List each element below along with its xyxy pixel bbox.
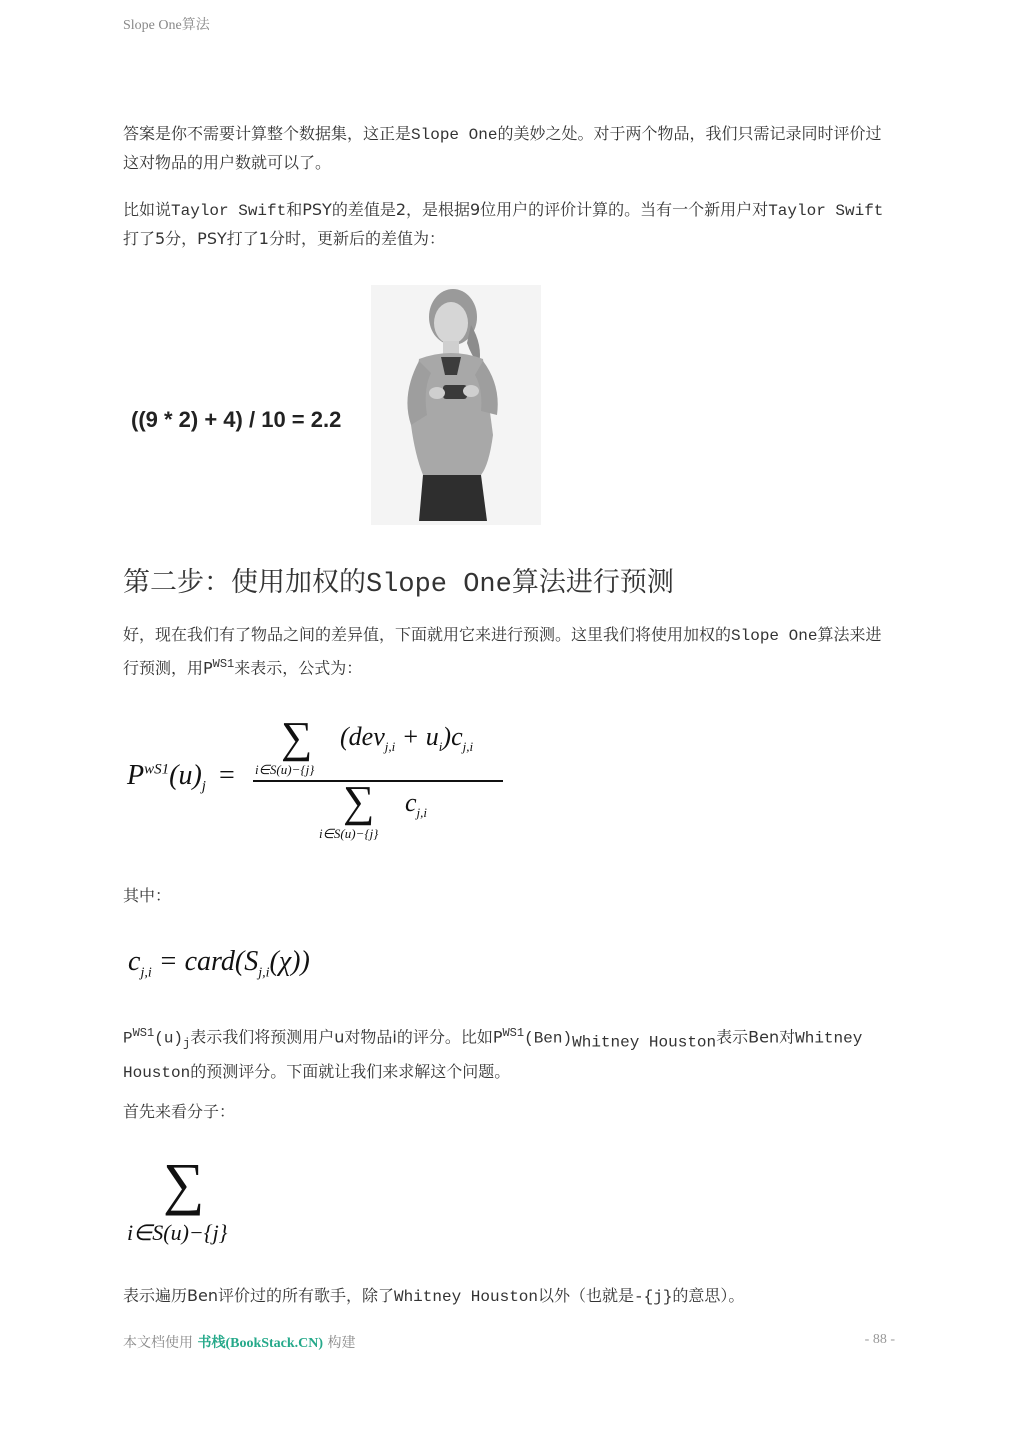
text: (u) (154, 1029, 184, 1048)
sigma-symbol: ∑ (163, 1151, 205, 1216)
subscript: j,i (384, 739, 396, 755)
text: P (123, 1029, 133, 1048)
superscript: wS1 (144, 761, 170, 778)
code-text: Whitney Houston (123, 1029, 863, 1082)
formula-sum-numerator (123, 1150, 263, 1260)
code-text: Slope One (366, 570, 512, 600)
text: 第二步：使用加权的 (123, 567, 366, 598)
sum-subscript: i∈S(u)−{j} (319, 826, 379, 841)
code-text: Whitney Houston (393, 1288, 538, 1306)
text: 的意思）。 (672, 1286, 745, 1305)
text: 的美妙之处。对于两个物品，我们只需记录同时评价过这对物品的用户数就可以了。 (123, 124, 882, 172)
code-text: -{j} (634, 1288, 673, 1306)
fraction-bar (253, 780, 503, 782)
text: 的预测评分。下面就让我们来求解这个问题。 (190, 1061, 511, 1081)
subscript: j (201, 778, 206, 795)
text: 打了5分，PSY打了1分时，更新后的差值为： (123, 229, 445, 248)
sigma-symbol: ∑ (343, 777, 375, 826)
text: )c (442, 722, 463, 751)
code-text: Taylor Swift (171, 202, 287, 220)
subscript: j (183, 1036, 191, 1051)
subscript: i (438, 739, 443, 755)
paragraph-4: 其中： (123, 886, 172, 905)
text: + u (395, 722, 439, 751)
text: c (405, 788, 417, 817)
text: 好，现在我们有了物品之间的差异值，下面就用它来进行预测。这里我们将使用加权的 (123, 625, 732, 644)
formula-lhs (127, 760, 235, 796)
text: (Ben) (524, 1029, 573, 1048)
text: (dev (340, 722, 385, 751)
bookstack-link[interactable]: 书栈(BookStack.CN) (197, 1336, 324, 1351)
subscript: j,i (140, 965, 152, 981)
subscript: j,i (462, 739, 474, 755)
superscript: WS1 (212, 657, 235, 671)
page-header-title: Slope One算法 (123, 18, 210, 33)
superscript: WS1 (132, 1026, 155, 1040)
text: (u) (169, 760, 202, 791)
sum-subscript: i∈S(u)−{j} (255, 762, 315, 777)
footer-credit (123, 1332, 356, 1352)
code-text: Slope One (411, 126, 498, 144)
denominator-body (405, 788, 427, 821)
text: 来表示，公式为： (234, 658, 363, 678)
paragraph-3 (123, 621, 893, 682)
text: 算法进行预测 (511, 567, 674, 598)
text: 构建 (323, 1335, 356, 1351)
page-number: - 88 - (864, 1332, 895, 1347)
paragraph-1 (123, 120, 893, 177)
sum-subscript: i∈S(u)−{j} (127, 1220, 228, 1245)
text: 表示我们将预测用户u对物品i的评分。比如P (190, 1027, 503, 1047)
text: (χ)) (269, 946, 310, 977)
subscript: j,i (416, 805, 428, 821)
woman-illustration (371, 285, 541, 525)
figure-equation-woman (123, 285, 543, 525)
text: c (128, 946, 141, 977)
code-text: Taylor Swift (768, 202, 884, 220)
sigma-symbol: ∑ (281, 713, 313, 762)
paragraph-7 (123, 1282, 893, 1311)
subscript: Whitney Houston (572, 1033, 717, 1052)
text: 和PSY的差值是2，是根据9位用户的评价计算的。当有一个新用户对 (286, 200, 769, 219)
text: = card(S (151, 946, 259, 977)
code-text: Slope One (731, 627, 818, 645)
text: 以外（也就是 (538, 1286, 635, 1305)
text: 表示Ben对 (716, 1027, 796, 1047)
text: P (127, 760, 145, 791)
paragraph-2 (123, 196, 893, 253)
text: 算法来进行预测，用P (123, 625, 882, 678)
paragraph-5 (123, 1020, 893, 1087)
text: 表示遍历Ben评价过的所有歌手，除了 (123, 1286, 394, 1305)
section-heading (123, 560, 674, 600)
text: 本文档使用 (123, 1335, 198, 1351)
numerator-body (340, 722, 473, 755)
equation-text: ((9 * 2) + 4) / 10 = 2.2 (131, 407, 342, 432)
text: 答案是你不需要计算整个数据集，这正是 (123, 124, 412, 143)
equals-sign: = (218, 760, 235, 791)
text: 比如说 (123, 200, 172, 219)
formula-card (128, 946, 428, 990)
superscript: WS1 (502, 1026, 525, 1040)
paragraph-6: 首先来看分子： (123, 1102, 236, 1121)
formula-weighted-slope-one (123, 710, 523, 850)
subscript: j,i (258, 965, 270, 981)
